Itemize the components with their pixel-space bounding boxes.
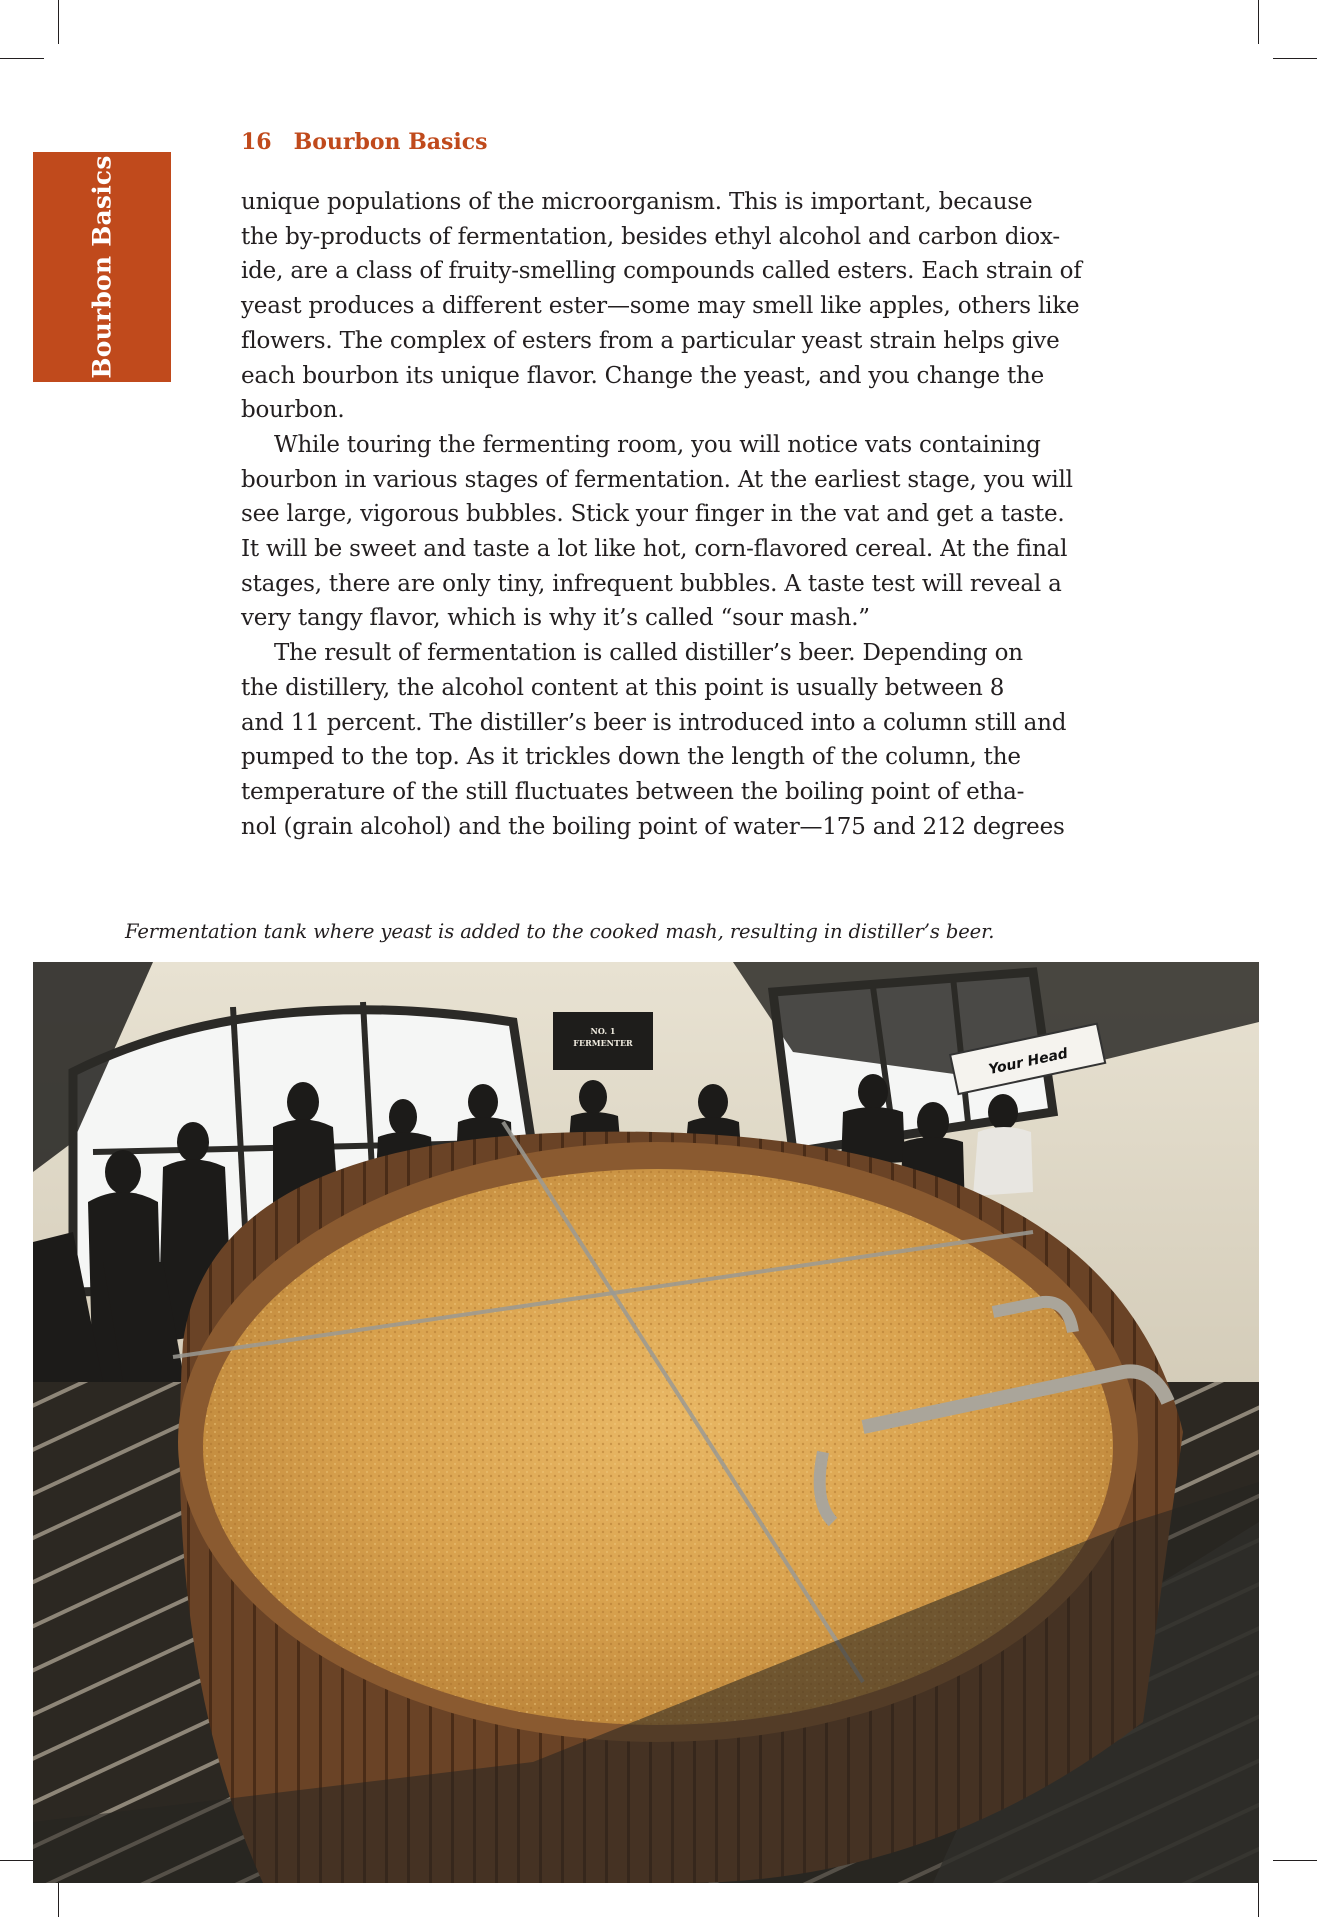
text-line: nol (grain alcohol) and the boiling point of water—175 and 212 degrees (241, 813, 1065, 840)
body-text (241, 185, 1091, 844)
text-line: the by-products of fermentation, besides ethyl alcohol and carbon diox- (241, 223, 1060, 250)
paragraph (241, 185, 1091, 428)
svg-text:FERMENTER: FERMENTER (573, 1038, 633, 1048)
text-line: bourbon in various stages of fermentation. At the earliest stage, you will (241, 466, 1073, 493)
figure-caption: Fermentation tank where yeast is added to the cooked mash, resulting in distiller’s beer. (125, 920, 995, 943)
fermentation-tank-photo (33, 962, 1259, 1883)
text-line: pumped to the top. As it trickles down the length of the column, the (241, 744, 1021, 771)
section-tab (33, 152, 171, 382)
text-line: bourbon. (241, 397, 345, 424)
text-line: While touring the fermenting room, you will notice vats containing (274, 431, 1041, 458)
text-line: stages, there are only tiny, infrequent bubbles. A taste test will reveal a (241, 570, 1062, 597)
section-tab-label: Bourbon Basics (87, 155, 117, 379)
fermenter-sign (553, 1012, 653, 1070)
running-head-title: Bourbon Basics (293, 129, 488, 155)
text-line: very tangy flavor, which is why it’s called “sour mash.” (241, 605, 870, 632)
running-head (241, 129, 488, 155)
text-line: ide, are a class of fruity-smelling compounds called esters. Each strain of (241, 258, 1082, 285)
svg-text:NO. 1: NO. 1 (590, 1026, 616, 1036)
text-line: the distillery, the alcohol content at this point is usually between 8 (241, 674, 1005, 701)
text-line: It will be sweet and taste a lot like hot, corn-flavored cereal. At the final (241, 536, 1068, 563)
crop-mark (1273, 1860, 1317, 1861)
crop-mark (0, 58, 44, 59)
paragraph (241, 428, 1091, 636)
crop-mark (1258, 0, 1259, 44)
text-line: unique populations of the microorganism. This is important, because (241, 189, 1033, 215)
page-number: 16 (241, 129, 272, 155)
text-line: temperature of the still fluctuates between the boiling point of etha- (241, 778, 1025, 805)
text-line: The result of fermentation is called distiller’s beer. Depending on (274, 640, 1023, 667)
crop-mark (1273, 58, 1317, 59)
text-line: flowers. The complex of esters from a particular yeast strain helps give (241, 327, 1060, 354)
text-line: see large, vigorous bubbles. Stick your finger in the vat and get a taste. (241, 501, 1065, 528)
text-line: and 11 percent. The distiller’s beer is introduced into a column still and (241, 709, 1067, 736)
text-line: each bourbon its unique flavor. Change the yeast, and you change the (241, 362, 1045, 389)
paragraph (241, 636, 1091, 844)
text-line: yeast produces a different ester—some may smell like apples, others like (241, 293, 1080, 320)
svg-text:Your Head: Your Head (987, 1045, 1070, 1078)
crop-mark (58, 0, 59, 44)
